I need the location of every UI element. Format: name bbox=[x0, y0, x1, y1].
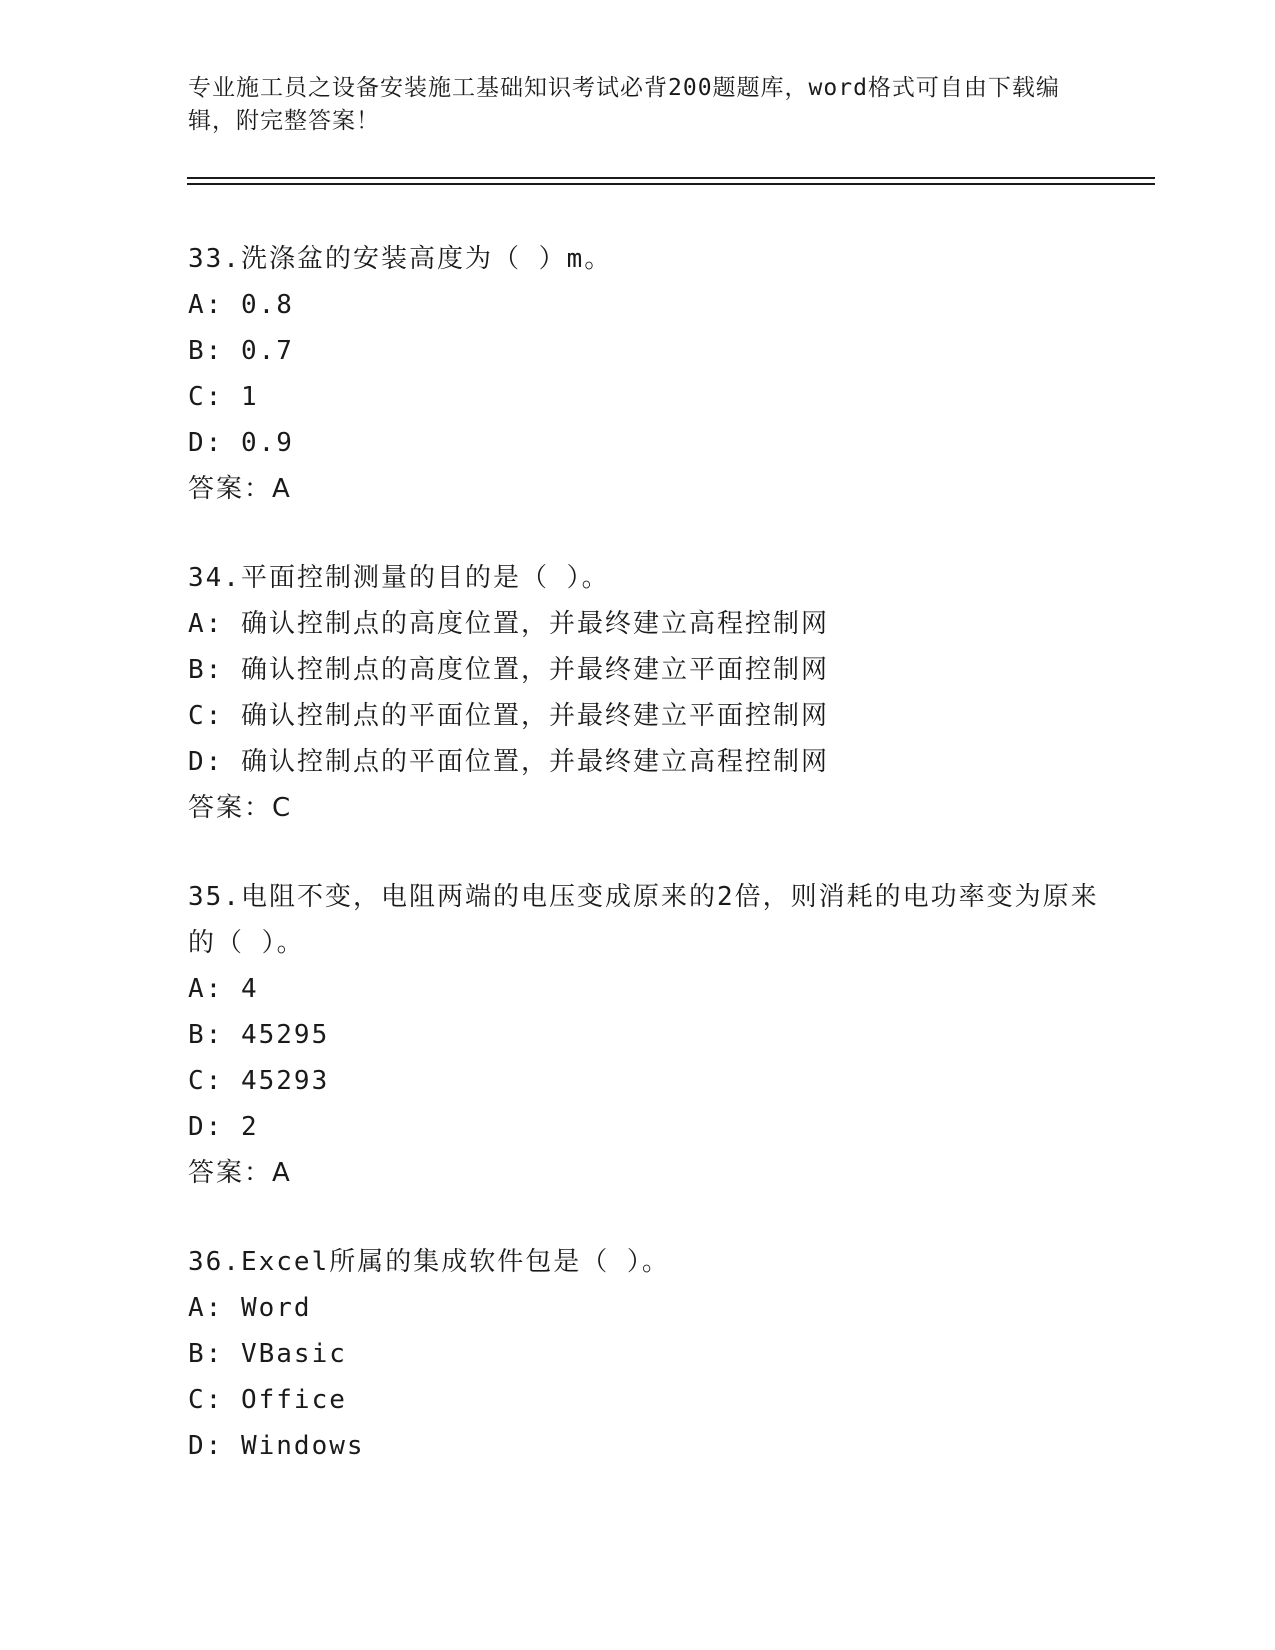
option-c: C: 确认控制点的平面位置，并最终建立平面控制网 bbox=[188, 701, 829, 731]
question-stem: 33.洗涤盆的安装高度为（ ）m。 bbox=[188, 244, 613, 274]
answer-line: 答案：A bbox=[188, 474, 292, 504]
question-33 bbox=[188, 236, 1118, 512]
option-b: B: 确认控制点的高度位置，并最终建立平面控制网 bbox=[188, 655, 829, 685]
question-stem: 36.Excel所属的集成软件包是（ ）。 bbox=[188, 1247, 670, 1277]
option-c: C: 1 bbox=[188, 382, 259, 412]
option-b: B: VBasic bbox=[188, 1339, 347, 1369]
option-b: B: 0.7 bbox=[188, 336, 294, 366]
question-34 bbox=[188, 555, 1118, 831]
option-d: D: Windows bbox=[188, 1431, 365, 1461]
header-divider-top bbox=[187, 177, 1155, 179]
question-stem: 35.电阻不变，电阻两端的电压变成原来的2倍，则消耗的电功率变为原来的（ ）。 bbox=[188, 882, 1099, 958]
option-d: D: 0.9 bbox=[188, 428, 294, 458]
option-c: C: 45293 bbox=[188, 1066, 330, 1096]
answer-line: 答案：C bbox=[188, 793, 293, 823]
question-35 bbox=[188, 874, 1118, 1196]
question-list bbox=[188, 236, 1118, 1512]
document-header bbox=[188, 72, 1088, 138]
question-stem: 34.平面控制测量的目的是（ ）。 bbox=[188, 563, 610, 593]
header-text: 专业施工员之设备安装施工基础知识考试必背200题题库，word格式可自由下载编辑，附完整答案！ bbox=[188, 75, 1060, 134]
header-divider-bottom bbox=[187, 183, 1155, 185]
option-a: A: Word bbox=[188, 1293, 312, 1323]
option-b: B: 45295 bbox=[188, 1020, 330, 1050]
question-36 bbox=[188, 1239, 1118, 1469]
option-d: D: 2 bbox=[188, 1112, 259, 1142]
option-d: D: 确认控制点的平面位置，并最终建立高程控制网 bbox=[188, 747, 829, 777]
option-a: A: 确认控制点的高度位置，并最终建立高程控制网 bbox=[188, 609, 829, 639]
option-c: C: Office bbox=[188, 1385, 347, 1415]
answer-line: 答案：A bbox=[188, 1158, 292, 1188]
option-a: A: 4 bbox=[188, 974, 259, 1004]
option-a: A: 0.8 bbox=[188, 290, 294, 320]
